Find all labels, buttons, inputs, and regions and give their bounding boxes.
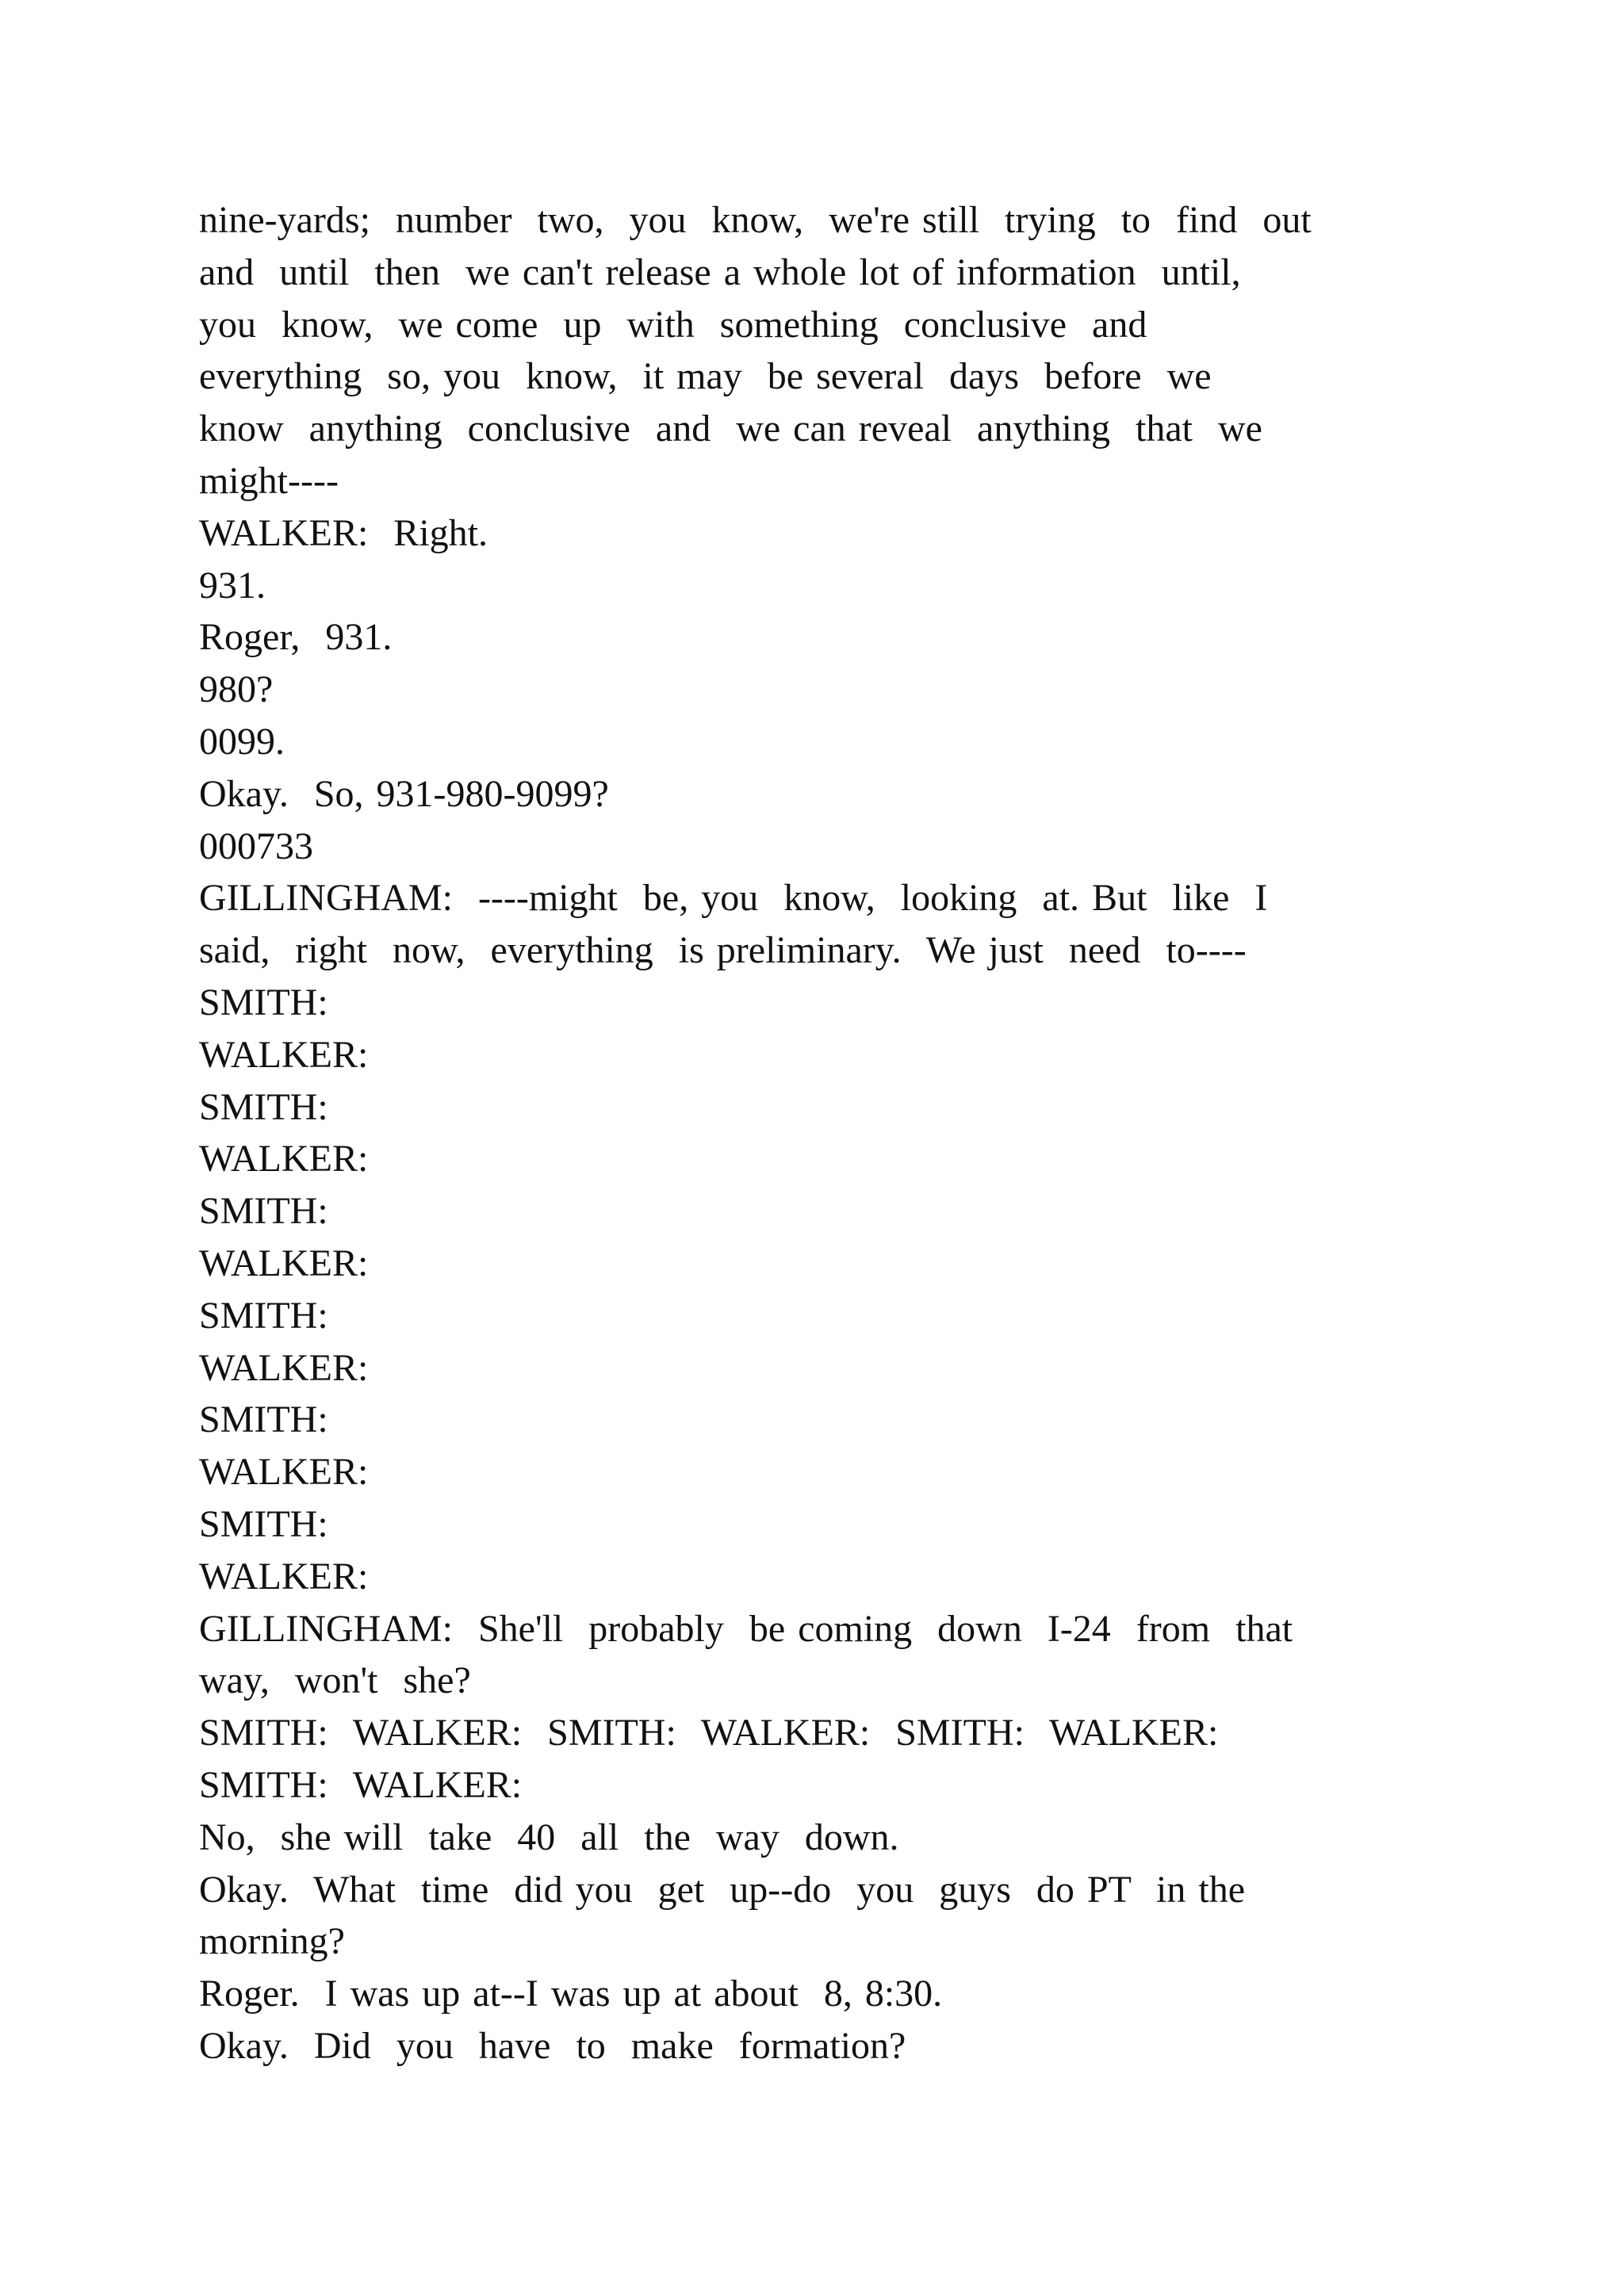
transcript-page [199,194,1436,2072]
transcript-line: 0099. [199,720,285,763]
transcript-line: might---- [199,459,339,502]
transcript-line: WALKER: [199,1033,369,1076]
transcript-line: and until then we can't release a whole lot of information until, [199,251,1241,293]
transcript-line: WALKER: [199,1451,369,1494]
transcript-line: WALKER: [199,1138,369,1181]
transcript-line: said, right now, everything is preliminary. We just need to---- [199,929,1247,972]
transcript-line: way, won't she? [199,1659,471,1702]
transcript-line: Roger, 931. [199,616,393,659]
transcript-line: Okay. What time did you get up--do you guys do PT in the [199,1868,1245,1911]
transcript-line: nine-yards; number two, you know, we're still trying to find out [199,199,1312,241]
transcript-line: WALKER: [199,1346,369,1389]
transcript-line: WALKER: [199,1555,369,1598]
transcript-line: SMITH: [199,1085,328,1128]
transcript-line: 000733 [199,825,313,867]
transcript-line: SMITH: [199,1502,328,1545]
transcript-line: WALKER: Right. [199,511,488,554]
transcript-line: SMITH: [199,1294,328,1337]
transcript-line: SMITH: WALKER: [199,1763,523,1806]
transcript-line: you know, we come up with something conclusive and [199,303,1147,346]
transcript-line: know anything conclusive and we can reveal anything that we [199,408,1262,450]
transcript-line: 931. [199,564,266,607]
transcript-line: Okay. So, 931-980-9099? [199,772,609,815]
transcript-line: morning? [199,1920,345,1963]
transcript-line: GILLINGHAM: She'll probably be coming down I-24 from that [199,1607,1293,1650]
transcript-line: SMITH: [199,1190,328,1233]
transcript-line: Okay. Did you have to make formation? [199,2024,906,2067]
transcript-line: SMITH: [199,981,328,1024]
transcript-line: Roger. I was up at--I was up at about 8, 8:30. [199,1973,943,2015]
transcript-line: No, she will take 40 all the way down. [199,1816,899,1858]
transcript-line: SMITH: [199,1399,328,1441]
transcript-line: 980? [199,668,274,711]
transcript-line: SMITH: WALKER: SMITH: WALKER: SMITH: WALKER: [199,1712,1219,1755]
transcript-line: WALKER: [199,1242,369,1284]
transcript-line: everything so, you know, it may be several days before we [199,355,1212,398]
transcript-line: GILLINGHAM: ----might be, you know, looking at. But like I [199,877,1268,920]
